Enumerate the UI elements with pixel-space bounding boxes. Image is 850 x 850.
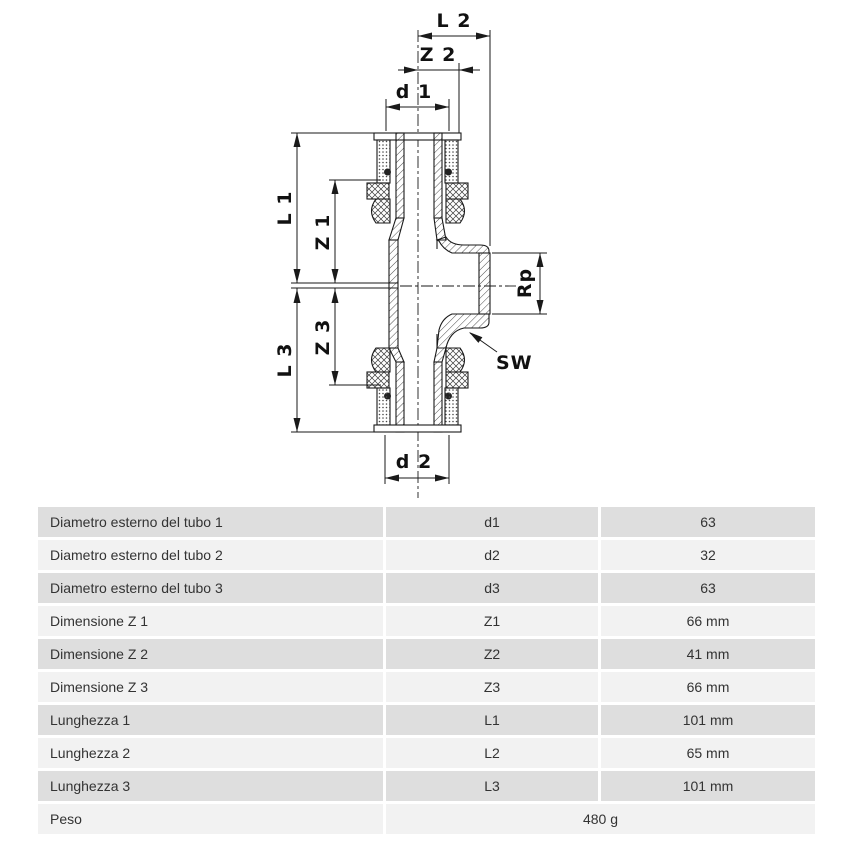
spec-value-cell: 63 bbox=[601, 507, 815, 537]
dim-label-l1: L 1 bbox=[274, 190, 296, 226]
spec-label-cell: Dimensione Z 1 bbox=[38, 606, 383, 636]
body-tube bbox=[389, 240, 437, 348]
bottom-press-socket bbox=[367, 348, 468, 432]
table-row bbox=[38, 804, 815, 834]
spec-label-cell: Dimensione Z 2 bbox=[38, 639, 383, 669]
table-row bbox=[38, 771, 815, 801]
dim-label-l3: L 3 bbox=[274, 342, 296, 378]
table-row bbox=[38, 738, 815, 768]
table-row bbox=[38, 606, 815, 636]
spec-value-cell-merged: 480 g bbox=[386, 804, 815, 834]
dim-label-d1: d 1 bbox=[395, 81, 433, 103]
spec-symbol-cell: L3 bbox=[386, 771, 598, 801]
table-row bbox=[38, 639, 815, 669]
dim-label-d2: d 2 bbox=[395, 451, 433, 473]
spec-label-cell: Lunghezza 1 bbox=[38, 705, 383, 735]
spec-symbol-cell: d2 bbox=[386, 540, 598, 570]
spec-value-cell: 32 bbox=[601, 540, 815, 570]
spec-value-cell: 66 mm bbox=[601, 606, 815, 636]
spec-value-cell: 66 mm bbox=[601, 672, 815, 702]
dim-label-rp: Rp bbox=[514, 267, 536, 299]
dim-label-z2: Z 2 bbox=[419, 44, 457, 66]
table-row bbox=[38, 540, 815, 570]
spec-value-cell: 63 bbox=[601, 573, 815, 603]
spec-label-cell: Lunghezza 3 bbox=[38, 771, 383, 801]
o-ring-left bbox=[384, 169, 391, 176]
spec-value-cell: 101 mm bbox=[601, 705, 815, 735]
table-row bbox=[38, 507, 815, 537]
dim-label-z3: Z 3 bbox=[312, 318, 334, 356]
table-row bbox=[38, 573, 815, 603]
spec-value-cell: 65 mm bbox=[601, 738, 815, 768]
spec-symbol-cell: Z1 bbox=[386, 606, 598, 636]
spec-label-cell: Diametro esterno del tubo 2 bbox=[38, 540, 383, 570]
spec-value-cell: 41 mm bbox=[601, 639, 815, 669]
spec-label-cell: Peso bbox=[38, 804, 383, 834]
dim-label-l2: L 2 bbox=[436, 10, 472, 32]
spec-symbol-cell: d3 bbox=[386, 573, 598, 603]
dim-label-sw: SW bbox=[496, 352, 533, 374]
spec-label-cell: Dimensione Z 3 bbox=[38, 672, 383, 702]
spec-table bbox=[35, 504, 818, 837]
dim-label-z1: Z 1 bbox=[312, 213, 334, 251]
spec-symbol-cell: d1 bbox=[386, 507, 598, 537]
rp-face-ring bbox=[479, 253, 490, 314]
table-row bbox=[38, 672, 815, 702]
spec-symbol-cell: Z2 bbox=[386, 639, 598, 669]
table-row bbox=[38, 705, 815, 735]
spec-symbol-cell: Z3 bbox=[386, 672, 598, 702]
spec-label-cell: Diametro esterno del tubo 1 bbox=[38, 507, 383, 537]
spec-label-cell: Lunghezza 2 bbox=[38, 738, 383, 768]
spec-value-cell: 101 mm bbox=[601, 771, 815, 801]
spec-symbol-cell: L2 bbox=[386, 738, 598, 768]
o-ring-right bbox=[445, 169, 452, 176]
branch-rp-outlet bbox=[437, 237, 490, 348]
spec-label-cell: Diametro esterno del tubo 3 bbox=[38, 573, 383, 603]
top-press-socket bbox=[367, 133, 468, 240]
spec-symbol-cell: L1 bbox=[386, 705, 598, 735]
tee-fitting-section bbox=[367, 30, 516, 498]
